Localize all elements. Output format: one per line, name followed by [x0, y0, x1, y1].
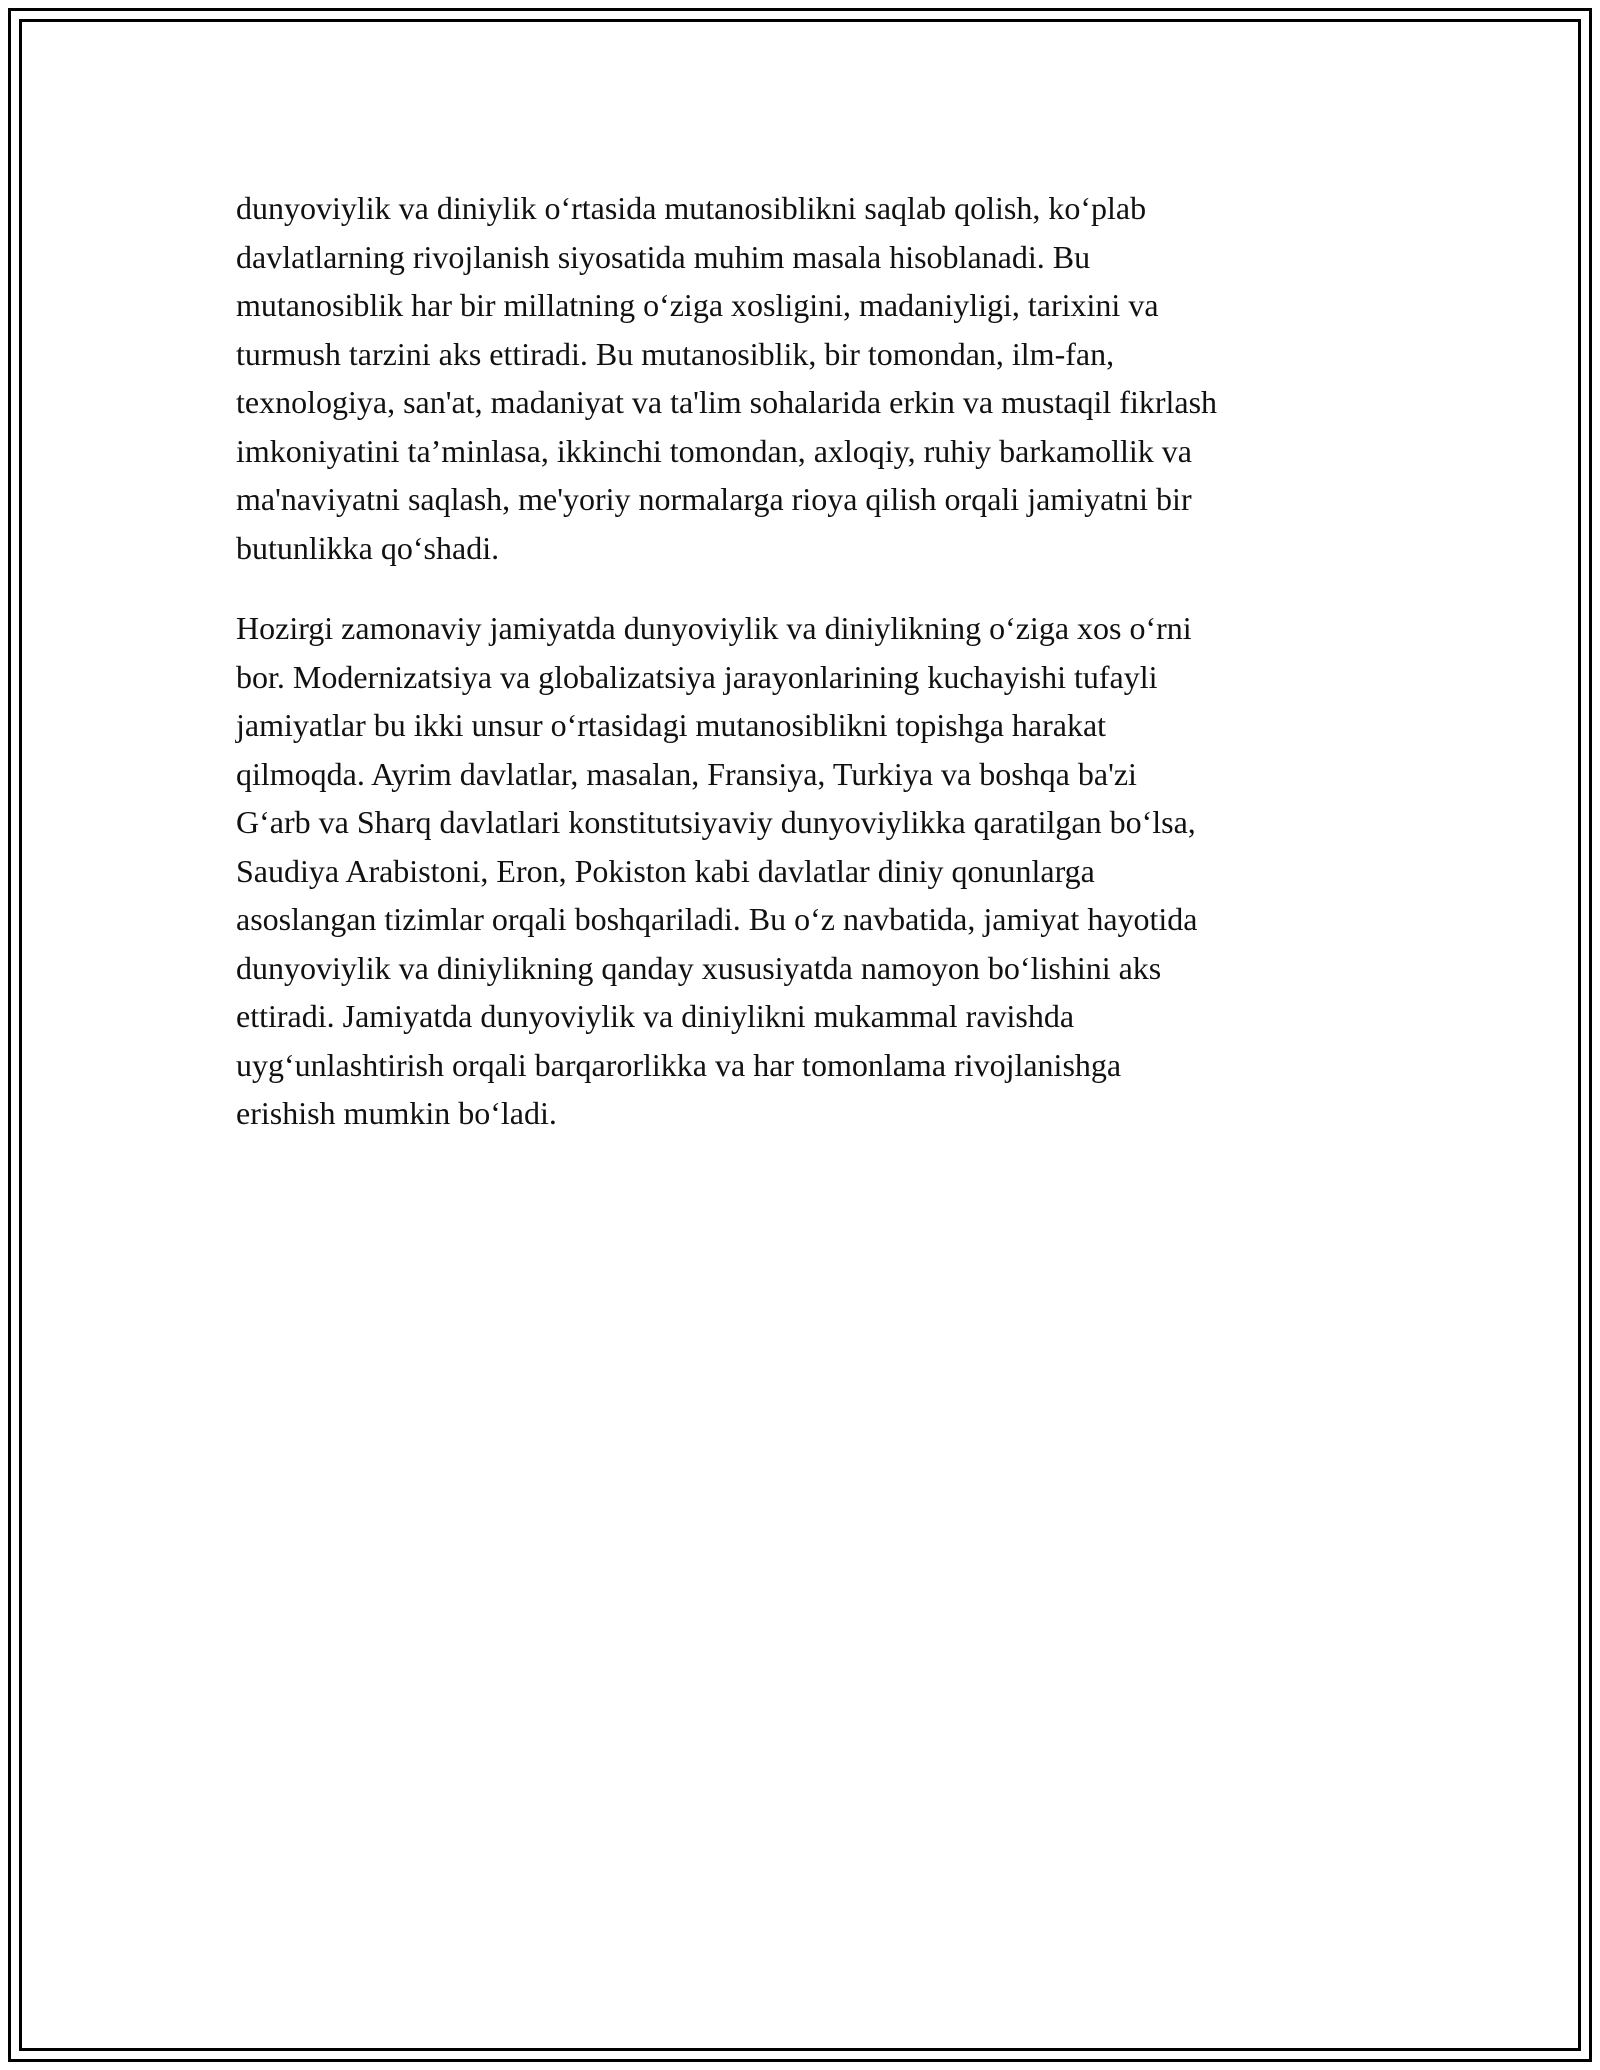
- paragraph-line: imkoniyatini ta’minlasa, ikkinchi tomondan, axloqiy, ruhiy barkamollik va: [236, 432, 1192, 469]
- paragraph-line: ma'naviyatni saqlash, me'yoriy normalarga rioya qilish orqali jamiyatni bir: [236, 481, 1192, 517]
- paragraph-line: ettiradi. Jamiyatda dunyoviylik va diniylikni mukammal ravishda: [236, 998, 1075, 1034]
- paragraph-line: asoslangan tizimlar orqali boshqariladi. Bu o‘z navbatida, jamiyat hayotida: [236, 901, 1198, 937]
- paragraph-line: erishish mumkin bo‘ladi.: [236, 1095, 557, 1131]
- paragraph-line: bor. Modernizatsiya va globalizatsiya jarayonlarining kuchayishi tufayli: [236, 658, 1158, 695]
- paragraph-line: butunlikka qo‘shadi.: [236, 529, 500, 566]
- paragraph-line: dunyoviylik va diniylikning qanday xususiyatda namoyon bo‘lishini aks: [236, 949, 1162, 986]
- paragraph-line: dunyoviylik va diniylik o‘rtasida mutanosiblikni saqlab qolish, ko‘plab: [236, 190, 1147, 226]
- paragraph-line: davlatlarning rivojlanish siyosatida muhim masala hisoblanadi. Bu: [236, 238, 1091, 275]
- document-body: [236, 184, 1366, 1138]
- paragraph-line: mutanosiblik har bir millatning o‘ziga xosligini, madaniyligi, tarixini va: [236, 287, 1159, 323]
- paragraph-line: qilmoqda. Ayrim davlatlar, masalan, Fransiya, Turkiya va boshqa ba'zi: [236, 755, 1137, 792]
- paragraph-line: jamiyatlar bu ikki unsur o‘rtasidagi mutanosiblikni topishga harakat: [236, 707, 1107, 743]
- paragraph-2: [236, 604, 1366, 1138]
- paragraph-line: Saudiya Arabistoni, Eron, Pokiston kabi davlatlar diniy qonunlarga: [236, 852, 1095, 889]
- paragraph-line: turmush tarzini aks ettiradi. Bu mutanosiblik, bir tomondan, ilm-fan,: [236, 335, 1115, 372]
- paragraph-line: texnologiya, san'at, madaniyat va ta'lim sohalarida erkin va mustaqil fikrlash: [236, 384, 1218, 420]
- paragraph-line: G‘arb va Sharq davlatlari konstitutsiyaviy dunyoviylikka qaratilgan bo‘lsa,: [236, 804, 1196, 840]
- paragraph-line: uyg‘unlashtirish orqali barqarorlikka va har tomonlama rivojlanishga: [236, 1046, 1122, 1083]
- paragraph-1: [236, 184, 1366, 572]
- paragraph-line: Hozirgi zamonaviy jamiyatda dunyoviylik va diniylikning o‘ziga xos o‘rni: [236, 610, 1192, 646]
